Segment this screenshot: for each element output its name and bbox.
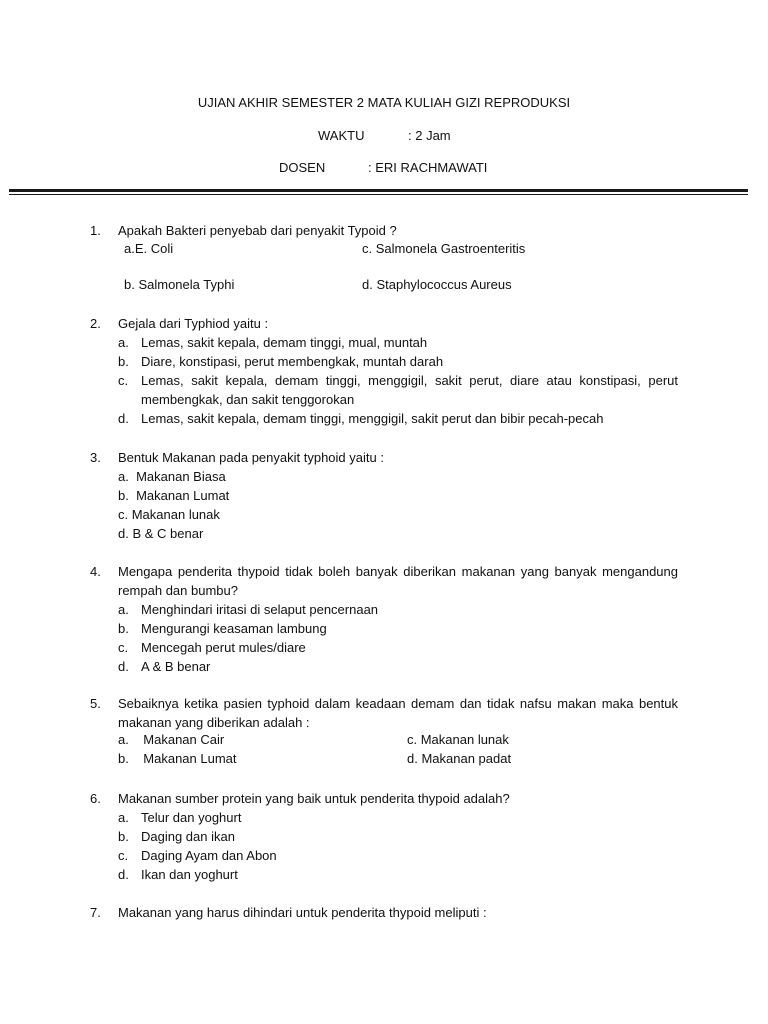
option-letter: a. (118, 602, 129, 617)
question-1 (90, 221, 678, 240)
header-divider-thin (9, 194, 748, 195)
question-text: Makanan sumber protein yang baik untuk penderita thypoid adalah? (118, 791, 510, 806)
option-letter: a. (118, 335, 129, 350)
question-text: Makanan yang harus dihindari untuk penderita thypoid meliputi : (118, 905, 487, 920)
question-5 (90, 694, 678, 732)
option-letter: b. (118, 354, 129, 369)
option (118, 371, 678, 409)
question-3 (90, 448, 678, 543)
option-text: Ikan dan yoghurt (141, 867, 238, 882)
dosen-label: DOSEN (279, 160, 326, 175)
option (118, 827, 678, 846)
option-letter: d. (118, 867, 129, 882)
option-text: Menghindari iritasi di selaput pencernaan (141, 602, 379, 617)
question-text: Mengapa penderita thypoid tidak boleh banyak diberikan makanan yang banyak mengandung rempah dan bumbu? (118, 564, 678, 598)
option (118, 846, 678, 865)
option-text: Telur dan yoghurt (141, 810, 242, 825)
option (118, 505, 678, 524)
option (118, 486, 678, 505)
option-text: Daging Ayam dan Abon (141, 848, 277, 863)
question-number: 2. (90, 316, 101, 331)
question-number: 3. (90, 450, 101, 465)
option-text: d. B & C benar (118, 526, 204, 541)
option (118, 467, 678, 486)
q5-option-c: c. Makanan lunak (407, 732, 509, 747)
question-4 (90, 562, 678, 676)
q1-option-b: b. Salmonela Typhi (124, 277, 235, 292)
option (118, 638, 678, 657)
option-text: Lemas, sakit kepala, demam tinggi, menggigil, sakit perut dan bibir pecah-pecah (141, 411, 604, 426)
q5-option-a: a. Makanan Cair (118, 732, 225, 747)
option (118, 657, 678, 676)
option (118, 524, 678, 543)
option-text: Diare, konstipasi, perut membengkak, muntah darah (141, 354, 444, 369)
option-text: a. Makanan Biasa (118, 469, 226, 484)
question-number: 7. (90, 905, 101, 920)
option-text: Mengurangi keasaman lambung (141, 621, 327, 636)
exam-title: UJIAN AKHIR SEMESTER 2 MATA KULIAH GIZI REPRODUKSI (197, 95, 571, 110)
option (118, 619, 678, 638)
waktu-label: WAKTU (318, 128, 365, 143)
option-letter: d. (118, 411, 129, 426)
q1-option-a: a.E. Coli (124, 241, 174, 256)
question-text: Sebaiknya ketika pasien typhoid dalam keadaan demam dan tidak nafsu makan maka bentuk makanan yang diberikan adalah : (118, 696, 678, 730)
option-letter: c. (118, 373, 129, 388)
option-letter: b. (118, 621, 129, 636)
option-letter: b. (118, 829, 129, 844)
q5-option-d: d. Makanan padat (407, 751, 512, 766)
question-number: 5. (90, 696, 101, 711)
option (118, 865, 678, 884)
question-number: 6. (90, 791, 101, 806)
option (118, 808, 678, 827)
option-text: Mencegah perut mules/diare (141, 640, 306, 655)
question-number: 4. (90, 564, 101, 579)
option (118, 409, 678, 428)
option-text: Lemas, sakit kepala, demam tinggi, mual, muntah (141, 335, 428, 350)
question-number: 1. (90, 223, 101, 238)
option-text: Lemas, sakit kepala, demam tinggi, menggigil, sakit perut, diare atau konstipasi, perut membengkak, dan sakit tenggorokan (141, 373, 678, 407)
option-text: Daging dan ikan (141, 829, 235, 844)
option-letter: c. (118, 848, 129, 863)
option-letter: a. (118, 810, 129, 825)
option-letter: c. (118, 640, 129, 655)
question-7 (90, 903, 678, 922)
q5-option-b: b. Makanan Lumat (118, 751, 237, 766)
question-text: Apakah Bakteri penyebab dari penyakit Typoid ? (118, 223, 397, 238)
option-text: b. Makanan Lumat (118, 488, 230, 503)
header-divider-thick (9, 189, 748, 192)
question-2 (90, 314, 678, 428)
question-text: Gejala dari Typhiod yaitu : (118, 316, 269, 331)
question-6 (90, 789, 678, 884)
option-text: A & B benar (141, 659, 211, 674)
option (118, 333, 678, 352)
q1-option-d: d. Staphylococcus Aureus (362, 277, 512, 292)
option (118, 352, 678, 371)
option (118, 600, 678, 619)
q1-option-c: c. Salmonela Gastroenteritis (362, 241, 526, 256)
option-text: c. Makanan lunak (118, 507, 220, 522)
waktu-value: : 2 Jam (408, 128, 451, 143)
dosen-value: : ERI RACHMAWATI (368, 160, 488, 175)
option-letter: d. (118, 659, 129, 674)
question-text: Bentuk Makanan pada penyakit typhoid yaitu : (118, 450, 384, 465)
